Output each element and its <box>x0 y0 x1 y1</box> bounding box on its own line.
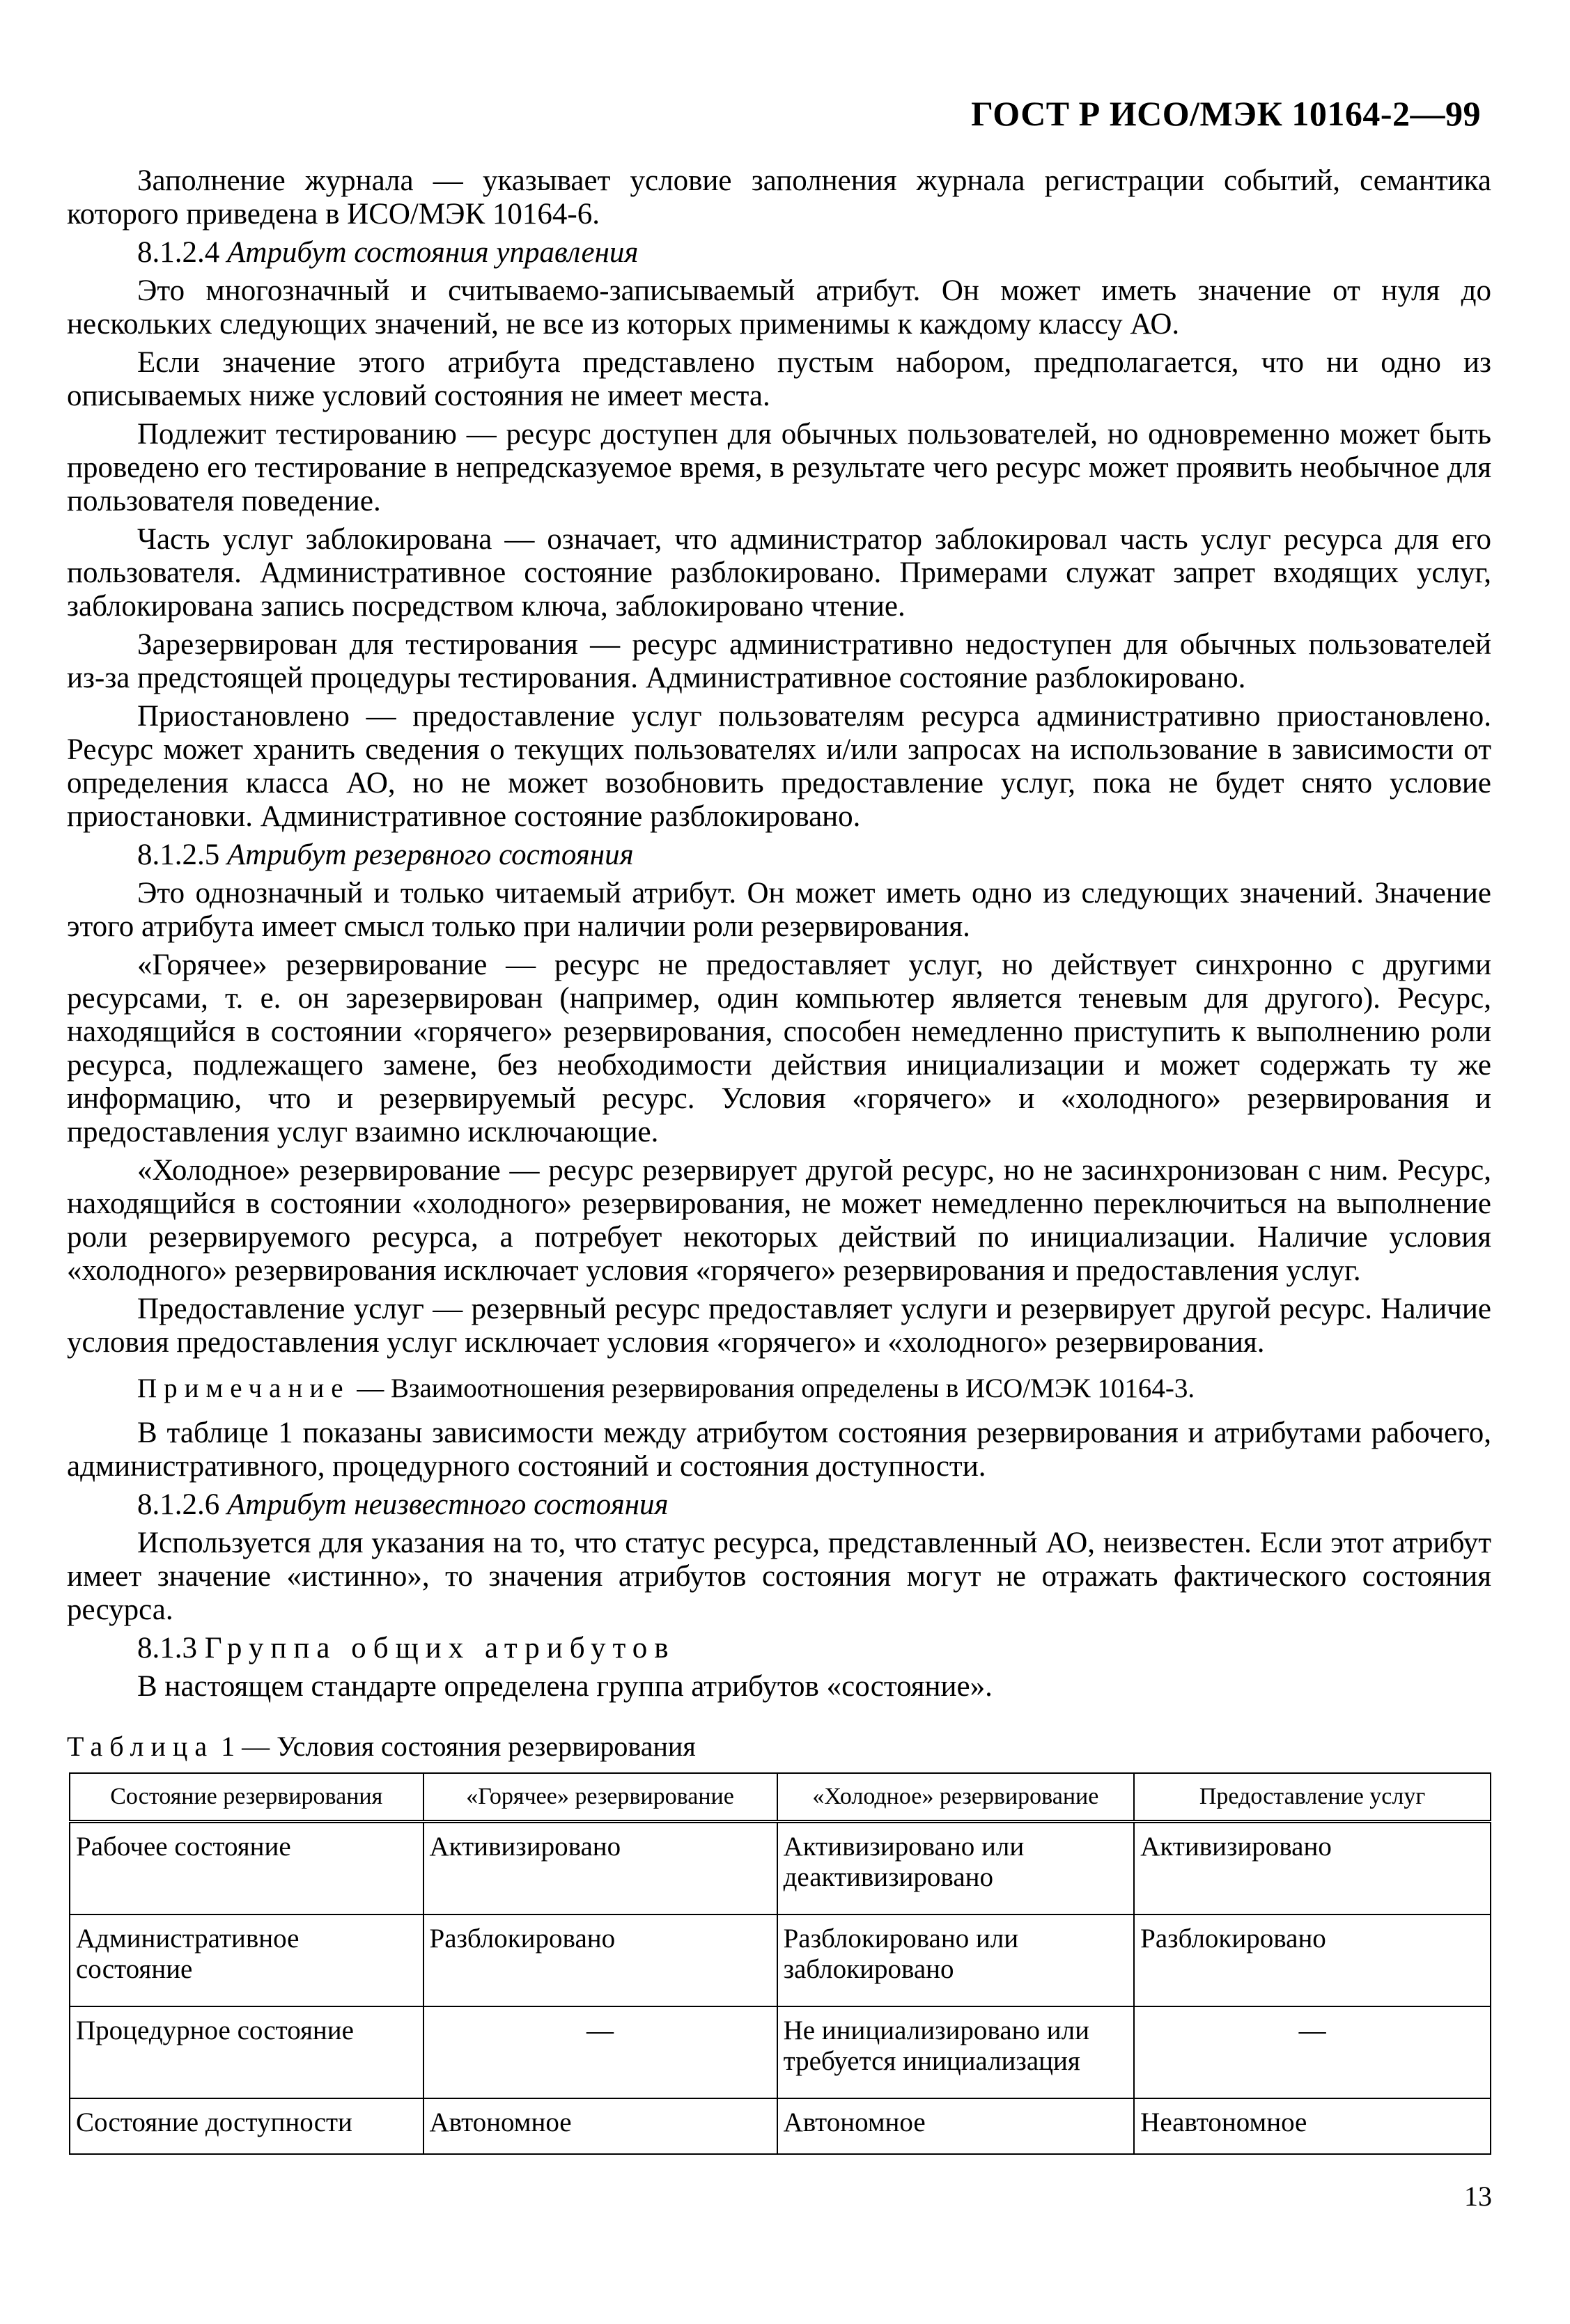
section-heading-8-1-2-6: 8.1.2.6 Атрибут неизвестного состояния <box>137 1488 669 1521</box>
table-header-cell: Предоставление услуг <box>1134 1773 1491 1822</box>
section-heading-8-1-3: 8.1.3 Группа общих атрибутов <box>137 1632 676 1664</box>
table-cell: Состояние доступности <box>70 2098 423 2154</box>
paragraph: Заполнение журнала — указывает условие заполнения журнала регистрации событий, семантика которого приведена в ИСО/МЭК 10164-6. <box>67 164 1491 231</box>
paragraph: Зарезервирован для тестирования — ресурс административно недоступен для обычных пользователей из-за предстоящей процедуры тестирования. Административное состояние разблокировано. <box>67 628 1491 694</box>
table-cell: Разблокировано или заблокировано <box>777 1914 1135 2006</box>
table-cell: Процедурное состояние <box>70 2006 423 2098</box>
table-row <box>70 2098 1491 2154</box>
paragraph: Это однозначный и только читаемый атрибут. Он может иметь одно из следующих значений. Значение этого атрибута имеет смысл только при наличии роли резервирования. <box>67 877 1491 943</box>
paragraph: Это многозначный и считываемо-записываемый атрибут. Он может иметь значение от нуля до нескольких следующих значений, не все из которых применимы к каждому классу АО. <box>67 274 1491 341</box>
table-cell: Автономное <box>777 2098 1135 2154</box>
paragraph: «Горячее» резервирование — ресурс не предоставляет услуг, но действует синхронно с другими ресурсами, т. е. он зарезервирован (например, один компьютер является теневым для другого). Ресурс, находящийся в состоянии «горячего» резервирования, способен немедленно приступить к выполнению роли ресурса, подлежащего замене, без необходимости действия инициализации и может содержать ту же информацию, что и резервируемый ресурс. Условия «горячего» и «холодного» резервирования и предоставления услуг взаимно исключающие. <box>67 949 1491 1148</box>
table-cell: Не инициализировано или требуется инициализация <box>777 2006 1135 2098</box>
table-row <box>70 1822 1491 1915</box>
paragraph: В настоящем стандарте определена группа атрибутов «состояние». <box>137 1670 993 1703</box>
section-heading-8-1-2-4: 8.1.2.4 Атрибут состояния управления <box>137 236 639 269</box>
note <box>67 1372 1491 1405</box>
table-cell: Автономное <box>423 2098 777 2154</box>
note-text: — Взаимоотношения резервирования определены в ИСО/МЭК 10164-3. <box>357 1373 1195 1403</box>
table-cell: Административное состояние <box>70 1914 423 2006</box>
paragraph: «Холодное» резервирование — ресурс резервирует другой ресурс, но не засинхронизован с ним. Ресурс, находящийся в состоянии «холодного» резервирования, не может немедленно переключиться на выполнение роли резервируемого ресурса, а потребует некоторых действий по инициализации. Наличие условия «холодного» резервирования исключает условия «горячего» резервирования и предоставления услуг. <box>67 1154 1491 1287</box>
table-cell: Разблокировано <box>1134 1914 1491 2006</box>
table-caption: Таблица 1 — Условия состояния резервирования <box>67 1731 696 1762</box>
paragraph: Подлежит тестированию — ресурс доступен для обычных пользователей, но одновременно может быть проведено его тестирование в непредсказуемое время, в результате чего ресурс может проявить необычное для пользователя поведение. <box>67 418 1491 517</box>
table-header-cell: «Горячее» резервирование <box>423 1773 777 1822</box>
table-cell: — <box>1134 2006 1491 2098</box>
table-cell: Активизировано <box>423 1822 777 1915</box>
table-cell: Активизировано <box>1134 1822 1491 1915</box>
paragraph: Если значение этого атрибута представлено пустым набором, предполагается, что ни одно из описываемых ниже условий состояния не имеет места. <box>67 346 1491 412</box>
page-number: 13 <box>1464 2181 1492 2212</box>
note-label: Примечание <box>137 1373 350 1403</box>
paragraph: Приостановлено — предоставление услуг пользователям ресурса административно приостановлено. Ресурс может хранить сведения о текущих пользователях и/или запросах на использование в зависимости от определения класса АО, но не может возобновить предоставление услуг, пока не будет снято условие приостановки. Административное состояние разблокировано. <box>67 700 1491 833</box>
table-cell: Активизировано или деактивизировано <box>777 1822 1135 1915</box>
table-cell: Неавтономное <box>1134 2098 1491 2154</box>
table-header-cell: «Холодное» резервирование <box>777 1773 1135 1822</box>
table-cell: Разблокировано <box>423 1914 777 2006</box>
table-header-row <box>70 1773 1491 1822</box>
table-header-cell: Состояние резервирования <box>70 1773 423 1822</box>
table-row <box>70 1914 1491 2006</box>
table-cell: — <box>423 2006 777 2098</box>
paragraph: Часть услуг заблокирована — означает, что администратор заблокировал часть услуг ресурса для его пользователя. Административное состояние разблокировано. Примерами служат запрет входящих услуг, заблокирована запись посредством ключа, заблокировано чтение. <box>67 523 1491 623</box>
document-header: ГОСТ Р ИСО/МЭК 10164-2—99 <box>971 94 1481 133</box>
paragraph: Предоставление услуг — резервный ресурс предоставляет услуги и резервирует другой ресурс. Наличие условия предоставления услуг исключает условия «горячего» и «холодного» резервирования. <box>67 1293 1491 1359</box>
table-row <box>70 2006 1491 2098</box>
section-heading-8-1-2-5: 8.1.2.5 Атрибут резервного состояния <box>137 839 634 871</box>
paragraph: В таблице 1 показаны зависимости между атрибутом состояния резервирования и атрибутами рабочего, административного, процедурного состояний и состояния доступности. <box>67 1417 1491 1483</box>
reservation-table <box>69 1772 1491 2155</box>
body-text <box>67 164 1491 1703</box>
paragraph: Используется для указания на то, что статус ресурса, представленный АО, неизвестен. Если этот атрибут имеет значение «истинно», то значения атрибутов состояния могут не отражать фактического состояния ресурса. <box>67 1527 1491 1626</box>
table-cell: Рабочее состояние <box>70 1822 423 1915</box>
